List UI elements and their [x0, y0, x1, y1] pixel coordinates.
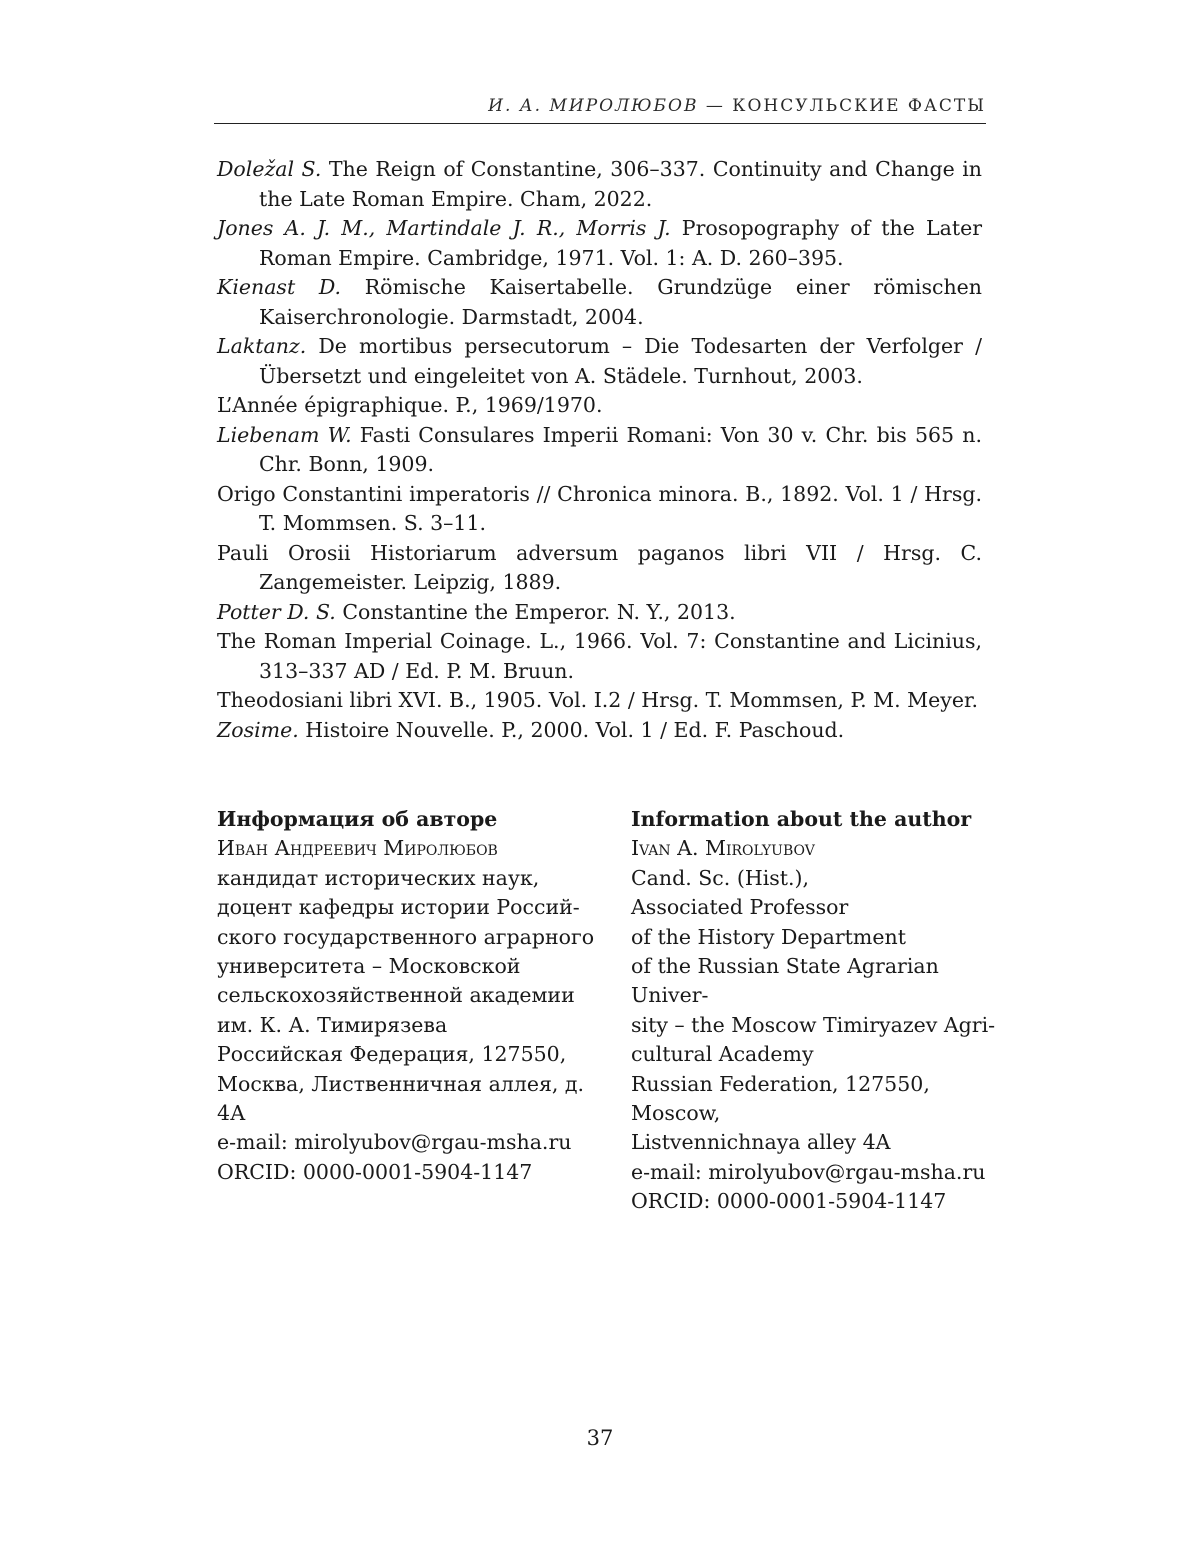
- reference-author: Doležal S.: [217, 157, 321, 181]
- reference-text: De mortibus persecutorum – Die Todesarten der Verfolger / Übersetzt und eingeleitet von A. Städele. Turnhout, 2003.: [259, 334, 982, 388]
- reference-item: [217, 421, 982, 480]
- reference-text: L’Année épigraphique. P., 1969/1970.: [217, 393, 603, 417]
- header-rule: [214, 123, 986, 124]
- reference-text: Constantine the Emperor. N. Y., 2013.: [336, 600, 736, 624]
- reference-item: [217, 480, 982, 539]
- reference-item: [217, 598, 982, 628]
- author-info-ru-line: университета – Московской: [217, 952, 597, 981]
- author-info-en-heading: Information about the author: [631, 805, 1011, 834]
- reference-author: Jones A. J. M., Martindale J. R., Morris J.: [217, 216, 671, 240]
- author-info-ru-line: Москва, Лиственничная аллея, д. 4А: [217, 1070, 597, 1129]
- reference-item: [217, 391, 982, 421]
- author-info-en-line: Cand. Sc. (Hist.),: [631, 864, 1011, 893]
- author-email-ru: e-mail: mirolyubov@rgau-msha.ru: [217, 1128, 597, 1157]
- reference-text: Origo Constantini imperatoris // Chronica minora. B., 1892. Vol. 1 / Hrsg. T. Mommsen. S. 3–11.: [217, 482, 982, 536]
- reference-text: Prosopography of the Later Roman Empire. Cambridge, 1971. Vol. 1: A. D. 260–395.: [259, 216, 982, 270]
- reference-text: The Reign of Constantine, 306–337. Continuity and Change in the Late Roman Empire. Cham, 2022.: [259, 157, 982, 211]
- reference-text: Römische Kaisertabelle. Grundzüge einer römischen Kaiserchronologie. Darmstadt, 2004.: [259, 275, 982, 329]
- author-info-en-line: Russian Federation, 127550, Moscow,: [631, 1070, 1011, 1129]
- running-head-title: КОНСУЛЬСКИЕ ФАСТЫ: [732, 96, 986, 116]
- reference-author: Laktanz.: [217, 334, 306, 358]
- author-info-ru-line: кандидат исторических наук,: [217, 864, 597, 893]
- running-head: [214, 96, 986, 116]
- author-info-ru-line: Российская Федерация, 127550,: [217, 1040, 597, 1069]
- author-info-ru: [217, 805, 597, 1187]
- author-info-ru-line: им. К. А. Тимирязева: [217, 1011, 597, 1040]
- author-info-en-line: Listvennichnaya alley 4A: [631, 1128, 1011, 1157]
- author-name-ru: Иван Андреевич Миролюбов: [217, 834, 597, 863]
- reference-item: [217, 716, 982, 746]
- reference-item: [217, 214, 982, 273]
- author-info-en-line: Associated Professor: [631, 893, 1011, 922]
- running-head-separator: —: [698, 96, 732, 116]
- author-name-en: Ivan A. Mirolyubov: [631, 834, 1011, 863]
- author-info-ru-line: сельскохозяйственной академии: [217, 981, 597, 1010]
- author-info-ru-line: доцент кафедры истории Россий-: [217, 893, 597, 922]
- author-email-en: e-mail: mirolyubov@rgau-msha.ru: [631, 1158, 1011, 1187]
- reference-author: Potter D. S.: [217, 600, 336, 624]
- reference-author: Kienast D.: [217, 275, 341, 299]
- author-info-en-line: of the Russian State Agrarian Univer-: [631, 952, 1011, 1011]
- reference-item: [217, 332, 982, 391]
- reference-item: [217, 273, 982, 332]
- reference-item: [217, 627, 982, 686]
- reference-text: Pauli Orosii Historiarum adversum paganos libri VII / Hrsg. C. Zangemeister. Leipzig, 1889.: [217, 541, 982, 595]
- reference-author: Zosime.: [217, 718, 299, 742]
- reference-text: Histoire Nouvelle. P., 2000. Vol. 1 / Ed. F. Paschoud.: [299, 718, 844, 742]
- author-info-en-line: cultural Academy: [631, 1040, 1011, 1069]
- author-info-en-line: of the History Department: [631, 923, 1011, 952]
- author-info-ru-heading: Информация об авторе: [217, 805, 597, 834]
- author-orcid-en: ORCID: 0000-0001-5904-1147: [631, 1187, 1011, 1216]
- reference-list: [217, 155, 982, 745]
- reference-text: Theodosiani libri XVI. B., 1905. Vol. I.2 / Hrsg. T. Mommsen, P. M. Meyer.: [217, 688, 978, 712]
- reference-text: Fasti Consulares Imperii Romani: Von 30 v. Chr. bis 565 n. Chr. Bonn, 1909.: [259, 423, 982, 477]
- author-info-en: [631, 805, 1011, 1217]
- reference-item: [217, 539, 982, 598]
- reference-item: [217, 686, 982, 716]
- reference-item: [217, 155, 982, 214]
- author-info-en-line: sity – the Moscow Timiryazev Agri-: [631, 1011, 1011, 1040]
- running-head-author: И. А. МИРОЛЮБОВ: [488, 96, 698, 116]
- reference-text: The Roman Imperial Coinage. L., 1966. Vol. 7: Constantine and Licinius, 313–337 AD / Ed. P. M. Bruun.: [217, 629, 982, 683]
- reference-author: Liebenam W.: [217, 423, 352, 447]
- page-number: 37: [0, 1426, 1200, 1450]
- author-info-ru-line: ского государственного аграрного: [217, 923, 597, 952]
- author-orcid-ru: ORCID: 0000-0001-5904-1147: [217, 1158, 597, 1187]
